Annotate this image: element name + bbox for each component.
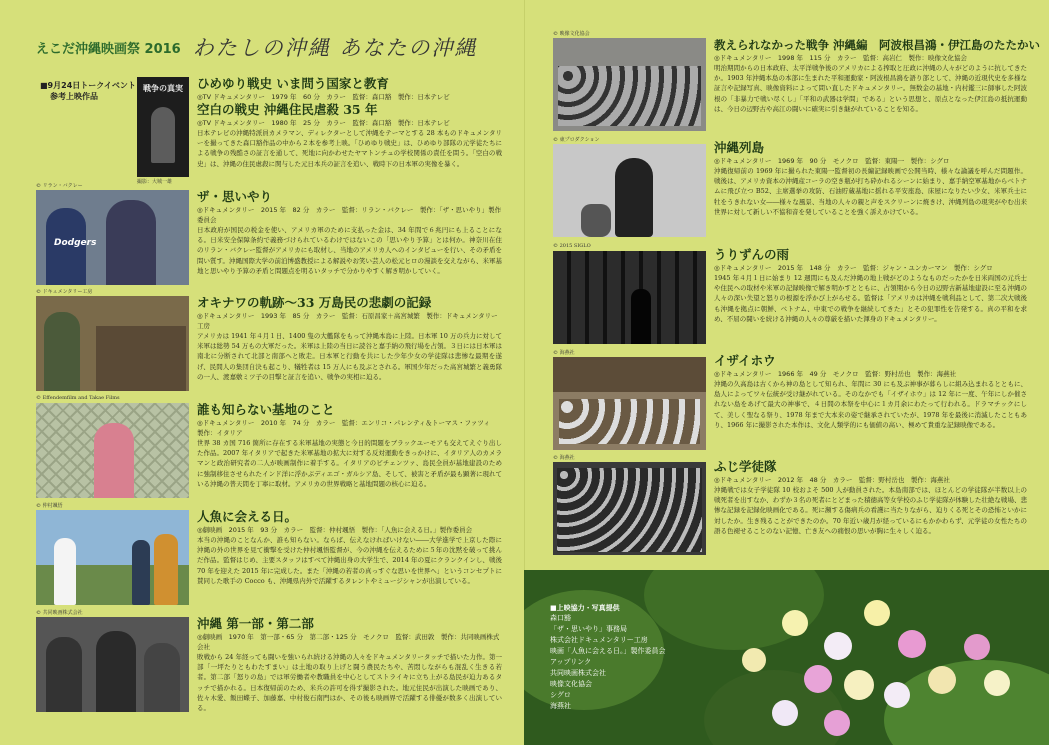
film-entry	[197, 295, 502, 382]
sponsor-item: 「ザ・思いやり」事務局	[550, 625, 627, 633]
film-meta: ◎ドキュメンタリー 1969 年 90 分 モノクロ 監督：東陽一 製作：シグロ	[714, 157, 950, 165]
film-thumbnail	[553, 38, 706, 131]
film-meta: ◎ドキュメンタリー 2012 年 48 分 カラー 監督：野村岳也 製作：海燕社	[714, 476, 950, 484]
photo-credit: © 東プロダクション	[553, 137, 600, 143]
film-title: イザイホウ	[714, 353, 776, 368]
film-entry	[197, 616, 502, 713]
film-thumbnail	[36, 510, 189, 605]
event-label	[40, 80, 136, 102]
photo-credit: © Effendemfilm and Takae Films	[36, 395, 120, 401]
film-title: 沖縄 第一部・第二部	[197, 616, 314, 631]
film-title: ザ・思いやり	[197, 189, 273, 204]
photo-credit: © 仲村颯悟	[36, 503, 63, 509]
film-meta: ◎ドキュメンタリー 2015 年 82 分 カラー 監督：リラン・バクレー 製作：「ザ・思いやり」製作委員会	[197, 206, 502, 224]
film-meta: ◎ドキュメンタリー 1993 年 85 分 カラー 監督：石原昌家＋高宮城繁 製作：ドキュメンタリー工房	[197, 312, 498, 330]
film-description: 明治期間からの日本政府、太平洋戦争後のアメリカによる搾取と圧政に沖縄の人々がどのように抗してきたか。1903 年沖縄本島の本部に生まれた平和運動家・阿波根昌鴻を語り部として、沖縄の近現代史を多様な証言や記録写真、映像資料によって問い直したドキュメンタリー。無数金の基地・内村鑑三に師事した阿波根の「非暴力で戦い尽くし」「平和の武器は学問」である」という思想と、原点となった伊江島の抵抗運動は、今日の辺野古や高江の闘いに確実に引き継がれていることを知る。	[714, 64, 1027, 113]
film-meta: ◎ドキュメンタリー 1998 年 115 分 カラー 監督：高岩仁 製作：映像文化協会	[714, 54, 967, 62]
film-title: うりずんの雨	[714, 247, 790, 262]
event-label-line1: ■9月24日トークイベント	[40, 81, 136, 90]
poster-figure	[151, 107, 175, 163]
poster-caption: 撮影：大城一雄	[137, 179, 173, 185]
film-thumbnail	[36, 617, 189, 712]
photo-credit: © 海燕社	[553, 350, 575, 356]
script-title: わたしの沖縄 あなたの沖縄	[192, 36, 478, 60]
photo-credit: © 映像文化協会	[553, 31, 590, 37]
film-thumbnail	[36, 403, 189, 498]
photo-credit: © ドキュメンタリー工房	[36, 289, 93, 295]
film-thumbnail	[553, 251, 706, 344]
film-thumbnail	[553, 357, 706, 450]
film-entry	[714, 140, 1027, 217]
photo-credit: © 2015 SIGLO	[553, 243, 591, 249]
sponsor-title: ■上映協力・写真提供	[550, 604, 620, 612]
film-entry	[714, 37, 1041, 114]
film-entry	[714, 247, 1027, 324]
sponsor-item: 海燕社	[550, 702, 571, 710]
sponsor-item: 共同映画株式会社	[550, 669, 606, 677]
film-meta: ◎ドキュメンタリー 2010 年 74 分 カラー 監督：エンリコ・パレンティ＆トーマス・ファツィ 製作：イタリア	[197, 419, 497, 437]
film-entry	[714, 353, 1027, 430]
film-thumbnail: Dodgers	[36, 190, 189, 285]
photo-credit: © 共同映画株式会社	[36, 610, 83, 616]
film-description: 沖縄復帰前の 1969 年に撮られた東陽一監督初の長編記録映画で公開当時、様々な論議を呼んだ問題作。戦後は、アメリカ資本の沖縄産コーラの空き瓶が打ち砕かれるシーンに始まり、嘉手納空軍基地からベトナムに飛び立つ B52、主席選挙の攻防、石油貯蔵基地に揺れる平安座島、床屋になりたい少女、米軍兵士に牡をうきれない女――様々な風景、当地の人々の親と声をスクリーンに焼きけ、沖縄列島の現実がやむ出来世界に対して新しい不協和音を発していることを強く訴えかけている。	[714, 167, 1027, 216]
film-description: 日本政府が国民の税金を使い、アメリカ軍のために支払った金は、34 年間で６兆円にも上ることになる。日米安全保障条約で義務づけられているわけではないこの「思いやり予算」とは何か。神奈川在住のリラン・バクレー監督がアメリカにも取材し、当地のアメリカ人へのインタビューを行い、その矛盾を問い質す。沖縄国際大学の前泊博盛教授による解説やお笑い芸人の松元ヒロの漫談を交えながら、米軍基地と思いやり予算の矛盾と問題点を明るいタッチで分かりやすく解き明かしていく。	[197, 226, 502, 275]
poster-title: 戦争の真実	[143, 83, 183, 93]
photo-credit: © リラン・バクレー	[36, 183, 83, 189]
film-meta: ◎劇映画 2015 年 93 分 カラー 監督：仲村颯悟 製作：「人魚に会える日。」製作委員会	[197, 526, 473, 534]
sponsor-item: アップリンク	[550, 658, 592, 666]
film-title-2: 空白の戦史 沖縄住民虐殺 35 年	[197, 102, 378, 117]
film-description: 日本テレビの沖縄特派員カメラマン、ディレクターとして沖縄をテーマとする 28 本ものドキュメンタリーを撮ってきた森口豁作品の中から２本を参考上映。「ひめゆり戦史」は、ひめゆり部隊の元学徒たちによる戦争の残酷さの証言を通して、死地に向かわせたヤマトンチュの学校関係の責任を問う。「空白の戦史」は、沖縄の住民虐殺に関与した元日本兵の証言を追い、戦時下の日本軍の実像を暴く。	[197, 129, 502, 168]
film-entry	[197, 509, 502, 586]
film-description: 世界 38 カ国 716 箇所に存在する米軍基地の実態と今日的問題をブラックユーモアも交えてえぐり出した作品。2007 年イタリアで起きた米軍基地の拡大に対する反対運動をきっかけに、イタリア人のカメラマンと政治研究者の二人が映画制作に着手する。イタリアのビチェンツァ、島民全員が基地建設のために強制移住させられたインド洋に浮かぶディエゴ・ガルシア島、そして、被害と矛盾が最も顕著に現れている沖縄の普天間を丁寧に取材。アメリカの世界戦略と基地問題の核心に迫る。	[197, 439, 502, 488]
film-title: 沖縄列島	[714, 140, 765, 155]
film-description: 敗戦から 24 年経っても闘いを強いられ続ける沖縄の人々をドキュメンタリータッチで描いた力作。第一部「一坪たりともわたすまい」は土地の取り上げと闘う農民たちや、苦悶しながらも混乱く生きる若者。第二部「怒りの島」では軍労働者や教職員を中心としてストライキに立ち上がる島民が迫力あるタッチで描かれる。日本復帰前のため、米兵の許可を得ず撮影された。地元住民が出演した映画であり、佐々木愛、飯田蝶子、加藤嘉、中村俊石南門はか、その後も映画界で活躍する俳優が数多く出演している。	[197, 653, 502, 713]
film-description: 沖縄の久高島は古くから神の島として知られ、年間に 30 にも及ぶ神事が暮らしに組み込まれるとともに、島人によってワ々伝統が受け継がれている。そのなかでも「イザイホウ」は 12 年に一度、午年にしか催されない島をあげて最大の神事で、４日間の本祭を中心に１カ月余にわたって行われる。ドラマチックにして、美しく聖なる祭り、1978 年まで大本来の姿で継承されていたが、1978 年を最後に消滅したこともあり、1966 年に撮影された本作は、文化人類学的にも価値の高い、極めて貴重な記録映像である。	[714, 380, 1027, 429]
sponsor-item: 映像文化協会	[550, 680, 592, 688]
film-description: アメリカは 1941 年４月１日、1400 隻の大艦隊をもって沖縄本島に上陸。日本軍 10 万の兵力に対して米軍は総勢 54 万もの大軍だった。米軍は上陸の当日に読谷と嘉手納の飛行場を占領。３日には日本軍は南北に分断されて北部と南部へと敗走。日本軍と行動を共にした少年少女の学徒隊は悲惨な最期を遂げ、民間人の集団自決も起こり、犠牲者は 15 万人にも及ぶとされる。軍国少年だった高宮城繁と義勇隊の一人、渡嘉敷ミツ子の目撃と証言を追い、戦争の実相に迫る。	[197, 332, 502, 381]
film-entry	[197, 402, 502, 489]
sponsor-item: シグロ	[550, 691, 571, 699]
page-header	[36, 32, 477, 62]
film-thumbnail	[553, 144, 706, 237]
film-meta: ◎劇映画 1970 年 第一部・65 分 第二部・125 分 モノクロ 監督：武田敦 製作：共同映画株式会社	[197, 633, 500, 651]
event-poster	[137, 77, 189, 177]
event-label-line2: 参考上映作品	[50, 92, 98, 101]
film-title: ふじ学徒隊	[714, 459, 777, 474]
film-entry	[714, 459, 1027, 536]
film-thumbnail	[36, 296, 189, 391]
film-description: 1945 年４月１日に始まり 12 週間にも及んだ沖縄の地上戦がどのようなものだったかを日米両国の元兵士や住民への取材や米軍の記録映像で解き明かすとともに、占領期から今日の辺野古新基地建設に至る沖縄の人々の深い失望と怒りの根源を浮かび上がらせる。監督は「アメリカは沖縄を戦利品として、第二次大戦後も沖縄を拠点に朝鮮、ベトナム、中東での戦争を継続してきた」とその犯罪性を告発する。真の平和を求め、不屈の闘いを続ける沖縄の人々の尊厳を描いた渾身のドキュメンタリー。	[714, 274, 1027, 323]
film-meta-2: ◎TV ドキュメンタリー 1980 年 25 分 カラー 監督：森口豁 製作：日本テレビ	[197, 119, 450, 127]
film-meta: ◎TV ドキュメンタリー 1979 年 60 分 カラー 監督：森口豁 製作：日本テレビ	[197, 93, 450, 101]
film-meta: ◎ドキュメンタリー 1966 年 49 分 モノクロ 監督：野村岳也 製作：海燕社	[714, 370, 957, 378]
photo-credit: © 海燕社	[553, 455, 575, 461]
film-title: 人魚に会える日。	[197, 509, 298, 524]
film-description: 本当の沖縄のことなんか、誰も知らない。ならば、伝えなければいけない――大学進学で上京した際に沖縄の外の世界を見て衝撃を受けた仲村颯悟監督が、今の沖縄を伝えるために５年の沈黙を破って挑んだ作品。監督はじめ、主要スタッフはすべて沖縄出身の大学生で、2014 年の夏にクランクインし、戦後 70 年を迎えた 2015 年に完成した。また「沖縄の若者の真っすぐな思いを世界へ」というコンセプトに賛同した歌手の Cocco も、沖縄県内外で活躍するタレントやミュージシャンが出演している。	[197, 536, 502, 585]
film-title: 教えられなかった戦争 沖縄編 阿波根昌鴻・伊江島のたたかい	[714, 38, 1041, 52]
film-thumbnail	[553, 462, 706, 555]
festival-name: えこだ沖縄映画祭 2016	[36, 41, 181, 57]
film-description: 沖縄戦では女子学徒隊 10 校およそ 500 人が動員された。本島南部では、ほとんどの学徒隊が半数以上の戦死者を出すなか、わずか３名の死者にとどまった積徳高等女学校のふじ学徒隊が体験した壮絶な戦場、悲惨な記録を記録化映画化である。死に瀕する傷病兵の看護に当たりながら、迫りくる死とその恐怖といかに対したか。生き残ることができたのか。70 年近い歳月が経っているにもかかわらず、元学徒の女性たちの語る色褪せることのない記憶、亡き友への痛恨の思いが胸に生々しく迫る。	[714, 486, 1027, 535]
sponsor-item: 森口豁	[550, 614, 571, 622]
sponsor-item: 株式会社ドキュメンタリー工房	[550, 636, 648, 644]
film-entry	[197, 189, 502, 276]
film-title: オキナワの軌跡～33 万島民の悲劇の記録	[197, 295, 432, 310]
film-title: 誰も知らない基地のこと	[197, 402, 335, 417]
film-title: ひめゆり戦史 いま問う国家と教育	[197, 76, 389, 91]
sponsor-list	[550, 603, 666, 712]
film-entry	[197, 76, 502, 169]
film-meta: ◎ドキュメンタリー 2015 年 148 分 カラー 監督：ジャン・ユンカーマン 製作：シグロ	[714, 264, 993, 272]
sponsor-item: 映画「人魚に会える日。」製作委員会	[550, 647, 666, 655]
